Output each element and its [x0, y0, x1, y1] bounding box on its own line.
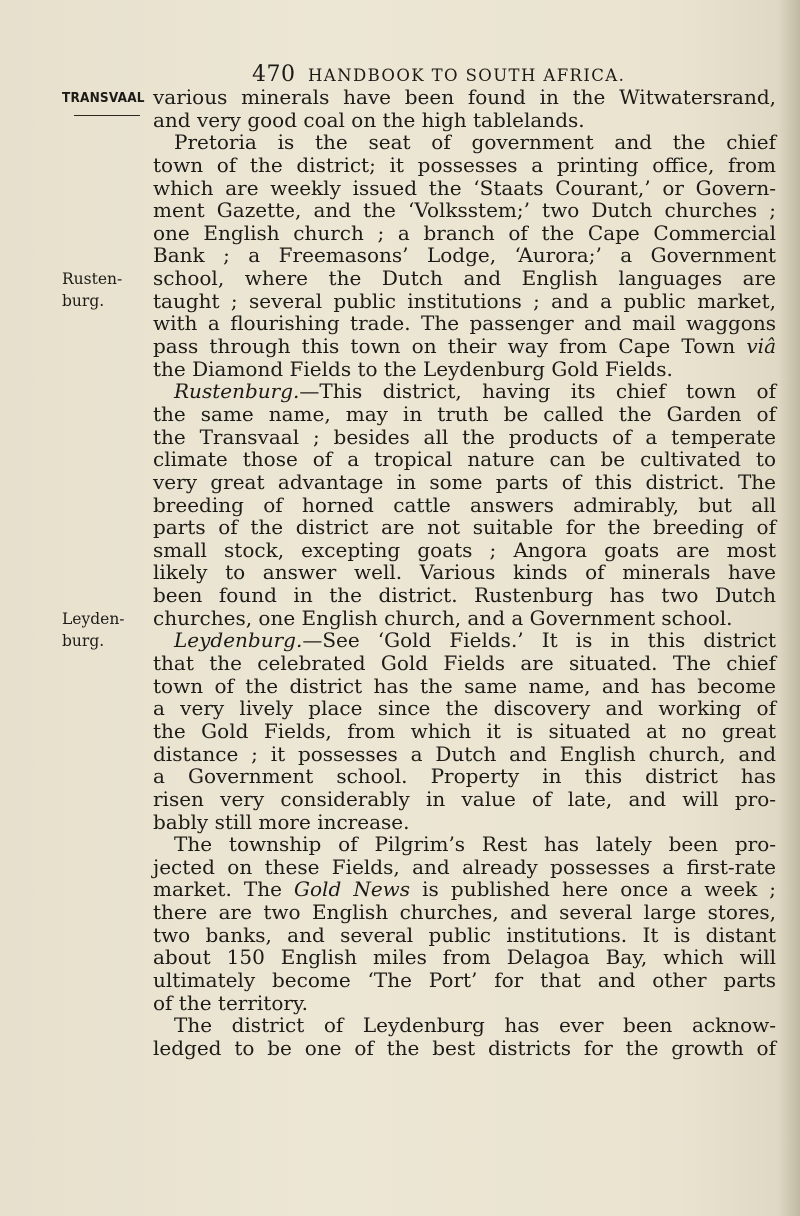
text-line: [153, 629, 776, 652]
page-edge-shadow: [778, 0, 800, 1216]
margin-note-leydenburg: [62, 608, 125, 652]
text-line: ledged to be one of the best districts for the growth of: [153, 1035, 776, 1060]
text-run: is published here once a week ;: [410, 877, 777, 902]
text-line: town of the district; it possesses a printing office, from: [153, 152, 776, 177]
text-line: with a flourishing trade. The passenger and mail waggons: [153, 311, 776, 336]
text-line: [153, 878, 776, 901]
text-line: there are two English churches, and several large stores,: [153, 900, 776, 925]
body-text: [153, 86, 776, 1060]
text-line: one English church ; a branch of the Cape Commercial: [153, 220, 776, 245]
text-line: [153, 380, 776, 403]
text-line: ultimately become ‘The Port’ for that and other parts: [153, 967, 776, 992]
text-line: risen very considerably in value of late, and will pro-: [153, 786, 776, 811]
text-run: —See ‘Gold Fields.’ It is in this district: [302, 628, 776, 653]
text-line: that the celebrated Gold Fields are situated. The chief: [153, 651, 776, 676]
text-line: about 150 English miles from Delagoa Bay, which will: [153, 945, 776, 970]
text-line: the Transvaal ; besides all the products of a temperate: [153, 424, 776, 449]
text-line: parts of the district are not suitable for the breeding of: [153, 515, 776, 540]
text-line: school, where the Dutch and English languages are: [153, 266, 776, 291]
text-line: bably still more increase.: [153, 809, 410, 834]
text-line: The township of Pilgrim’s Rest has lately been pro-: [174, 832, 776, 857]
text-line: and very good coal on the high tablelands.: [153, 107, 585, 132]
text-line: the same name, may in truth be called the Garden of: [153, 401, 776, 426]
text-line: churches, one English church, and a Government school.: [153, 605, 733, 630]
section-rule: [74, 115, 140, 116]
margin-note-line: Leyden-: [62, 610, 125, 628]
text-line: The district of Leydenburg has ever been acknow-: [174, 1013, 776, 1038]
text-run: pass through this town on their way from Cape Town: [153, 334, 747, 359]
text-line: various minerals have been found in the Witwatersrand,: [153, 85, 776, 109]
text-line: Pretoria is the seat of government and the chief: [174, 130, 776, 155]
italic-run: viâ: [746, 334, 776, 359]
italic-run: Rustenburg.: [174, 379, 300, 404]
text-line: breeding of horned cattle answers admirably, but all: [153, 492, 776, 517]
text-line: a Government school. Property in this district has: [153, 764, 776, 789]
margin-note-line: burg.: [62, 292, 105, 310]
text-line: the Gold Fields, from which it is situated at no great: [153, 718, 776, 743]
text-line: distance ; it possesses a Dutch and English church, and: [153, 741, 776, 766]
margin-note-line: burg.: [62, 632, 105, 650]
text-line: small stock, excepting goats ; Angora goats are most: [153, 537, 776, 562]
text-line: jected on these Fields, and already possesses a first-rate: [153, 854, 776, 879]
text-line: Bank ; a Freemasons’ Lodge, ‘Aurora;’ a Government: [153, 243, 776, 268]
text-line: ment Gazette, and the ‘Volksstem;’ two Dutch churches ;: [153, 198, 776, 223]
text-line: very great advantage in some parts of this district. The: [153, 469, 776, 494]
text-line: town of the district has the same name, and has become: [153, 673, 776, 698]
text-line: been found in the district. Rustenburg has two Dutch: [153, 583, 776, 608]
section-label: TRANSVAAL: [62, 90, 145, 106]
page-number: 470: [252, 62, 296, 87]
text-line: likely to answer well. Various kinds of minerals have: [153, 560, 776, 585]
text-line: a very lively place since the discovery and working of: [153, 696, 776, 721]
text-line: climate those of a tropical nature can be cultivated to: [153, 447, 776, 472]
text-line: of the territory.: [153, 990, 308, 1015]
text-run: market. The: [153, 877, 295, 902]
italic-run: Gold News: [294, 877, 411, 902]
text-run: —This district, having its chief town of: [299, 379, 776, 404]
text-line: the Diamond Fields to the Leydenburg Gold Fields.: [153, 356, 673, 381]
text-line: [153, 335, 776, 358]
text-line: taught ; several public institutions ; and a public market,: [153, 288, 776, 313]
margin-note-line: Rusten-: [62, 270, 123, 288]
text-line: two banks, and several public institutions. It is distant: [153, 922, 776, 947]
text-line: which are weekly issued the ‘Staats Courant,’ or Govern-: [153, 175, 776, 200]
italic-run: Leydenburg.: [174, 628, 303, 653]
running-title: HANDBOOK TO SOUTH AFRICA.: [308, 66, 626, 85]
margin-note-rustenburg: [62, 268, 122, 312]
